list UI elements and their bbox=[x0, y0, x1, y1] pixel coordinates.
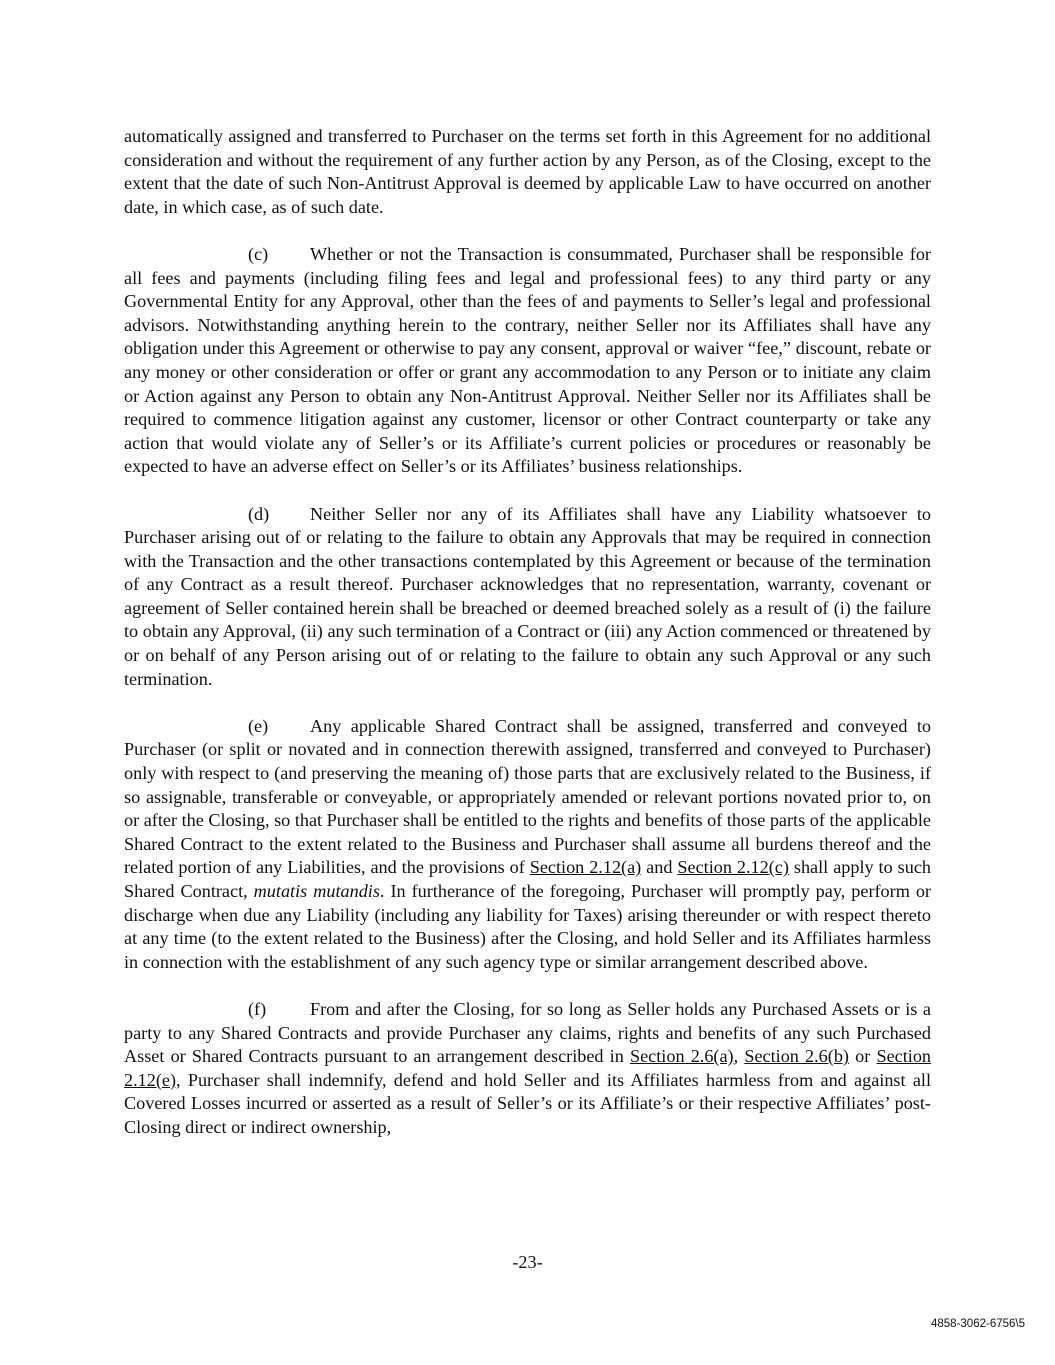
document-id: 4858-3062-6756\5 bbox=[931, 1318, 1025, 1330]
paragraph-text: , bbox=[733, 1046, 745, 1067]
paragraph-label: (c) bbox=[248, 243, 269, 264]
paragraph-text: Any applicable Shared Contract shall be assigned, transferred and conveyed to Purchaser (or split or novated and in connection therewith assigned, transferred and conveyed to Purchaser) only with respect to (and preserving the meaning of) those parts that are exclusively related to the Business, if so assignable, transferable or conveyable, or appropriately amended or relevant portions novated prior to, on or after the Closing, so that Purchaser shall be entitled to the rights and benefits of those parts of the applicable Shared Contract to the extent related to the Business and Purchaser shall assume all burdens thereof and the related portion of any Liabilities, and the provisions of bbox=[124, 715, 931, 878]
section-reference-link[interactable]: Section 2.12(e) bbox=[124, 1046, 932, 1090]
paragraph-d bbox=[124, 503, 931, 692]
paragraph-text: or bbox=[848, 1046, 877, 1067]
section-reference-link[interactable]: Section 2.12(c) bbox=[677, 857, 789, 878]
page-number: -23- bbox=[512, 1252, 543, 1272]
paragraph-intro: automatically assigned and transferred to Purchaser on the terms set forth in this Agreement for no additional consideration and without the requirement of any further action by any Person, as of the Closing, except to the extent that the date of such Non-Antitrust Approval is deemed by applicable Law to have occurred on another date, in which case, as of such date. bbox=[124, 126, 931, 217]
latin-phrase: mutatis mutandis bbox=[253, 881, 380, 901]
paragraph-text: shall apply to such Shared Contract, bbox=[124, 857, 931, 901]
paragraph-label: (e) bbox=[248, 715, 269, 736]
paragraph-text: From and after the Closing, for so long as Seller holds any Purchased Assets or is a party to any Shared Contracts and provide Purchaser any claims, rights and benefits of any such Purchased Asset or Shared Contracts pursuant to an arrangement described in bbox=[124, 998, 931, 1067]
paragraph-label: (d) bbox=[248, 503, 270, 524]
paragraph-text: , Purchaser shall indemnify, defend and hold Seller and its Affiliates harmless from and against all Covered Losses incurred or asserted as a result of Seller’s or its Affiliate’s or their respective Affiliates’ post-Closing direct or indirect ownership, bbox=[124, 1069, 931, 1137]
paragraph-text: . In furtherance of the foregoing, Purchaser will promptly pay, perform or discharge when due any Liability (including any liability for Taxes) arising thereunder or with respect thereto at any time (to the extent related to the Business) after the Closing, and hold Seller and its Affiliates harmless in connection with the establishment of any such agency type or similar arrangement described above. bbox=[124, 881, 931, 972]
section-reference-link[interactable]: Section 2.6(a) bbox=[629, 1046, 734, 1067]
paragraph-c bbox=[124, 243, 931, 479]
paragraph-text: and bbox=[641, 857, 678, 878]
paragraph-label: (f) bbox=[248, 998, 267, 1019]
paragraph-text: Whether or not the Transaction is consummated, Purchaser shall be responsible for all fees and payments (including filing fees and legal and professional fees) to any third party or any Governmental Entity for any Approval, other than the fees of and payments to Seller’s legal and professional advisors. Notwithstanding anything herein to the contrary, neither Seller nor its Affiliates shall have any obligation under this Agreement or otherwise to pay any consent, approval or waiver “fee,” discount, rebate or any money or other consideration or offer or grant any accommodation to any Person or to initiate any claim or Action against any Person to obtain any Non-Antitrust Approval. Neither Seller nor its Affiliates shall be required to commence litigation against any customer, licensor or other Contract counterparty or take any action that would violate any of Seller’s or its Affiliate’s current policies or procedures or reasonably be expected to have an adverse effect on Seller’s or its Affiliates’ business relationships. bbox=[124, 243, 931, 477]
paragraph-e bbox=[124, 715, 931, 975]
paragraph-f bbox=[124, 998, 931, 1140]
document-body bbox=[124, 125, 931, 1163]
section-reference-link[interactable]: Section 2.12(a) bbox=[529, 857, 642, 878]
paragraph-text: Neither Seller nor any of its Affiliates shall have any Liability whatsoever to Purchaser arising out of or relating to the failure to obtain any Approvals that may be required in connection with the Transaction and the other transactions contemplated by this Agreement or because of the termination of any Contract as a result thereof. Purchaser acknowledges that no representation, warranty, covenant or agreement of Seller contained herein shall be breached or deemed breached solely as a result of (i) the failure to obtain any Approval, (ii) any such termination of a Contract or (iii) any Action commenced or threatened by or on behalf of any Person arising out of or relating to the failure to obtain any such Approval or any such termination. bbox=[124, 503, 931, 689]
section-reference-link[interactable]: Section 2.6(b) bbox=[744, 1046, 849, 1067]
